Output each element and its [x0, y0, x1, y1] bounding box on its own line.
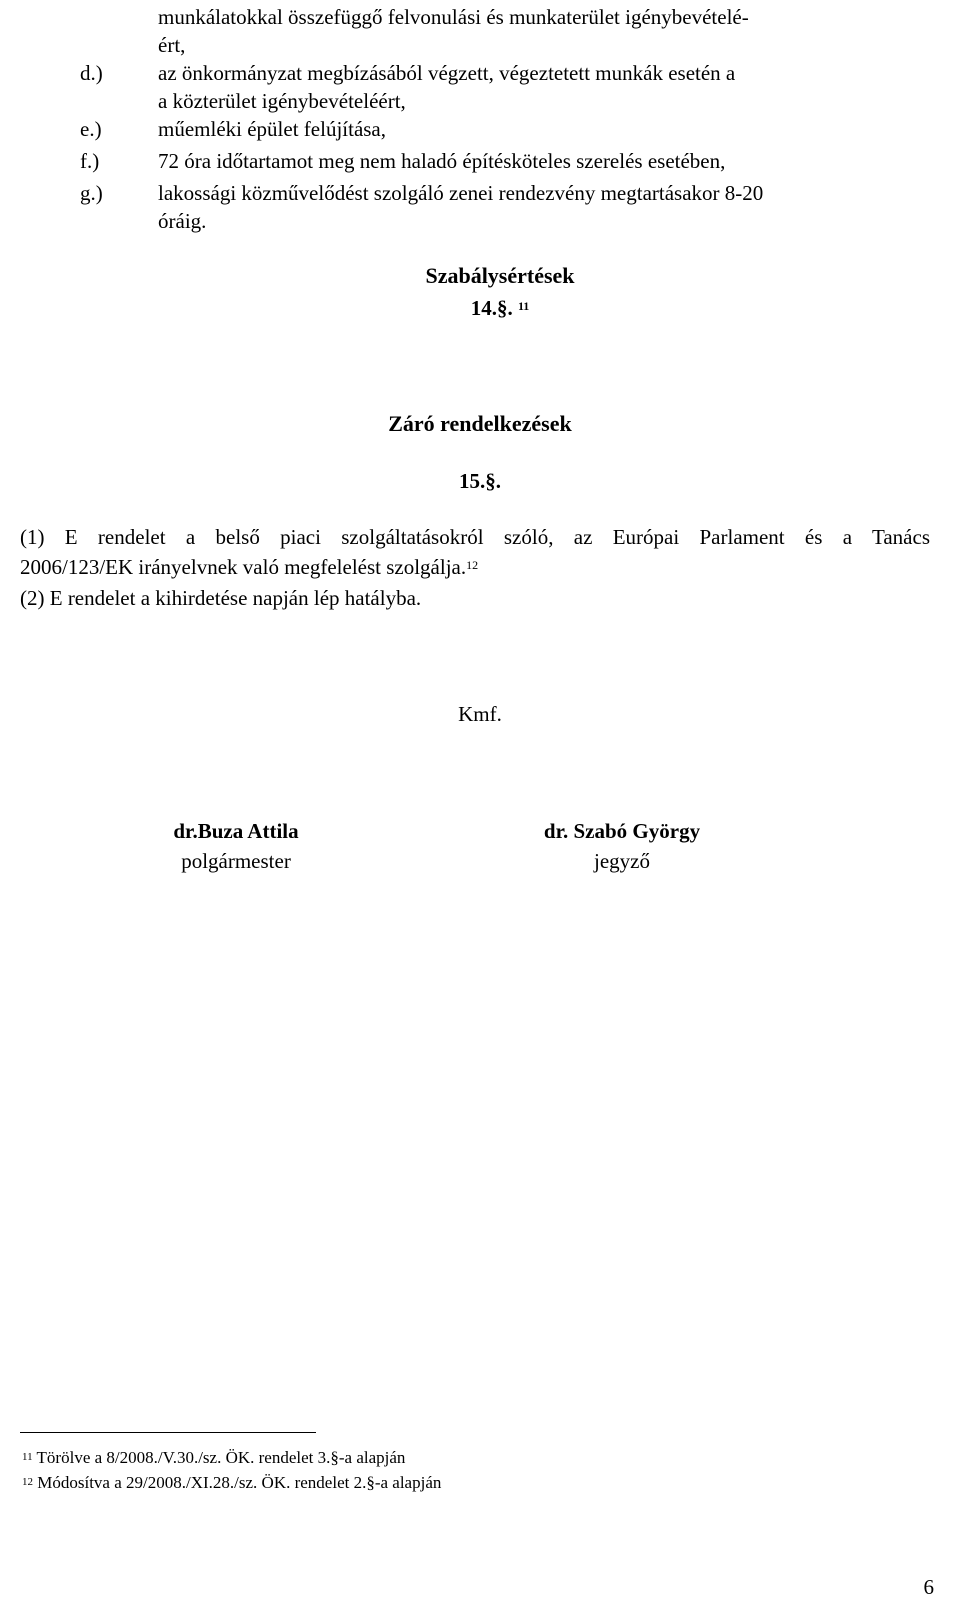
footnote-11-text: Törölve a 8/2008./V.30./sz. ÖK. rendelet 3.§-a alapján: [36, 1448, 406, 1467]
signer-name-notary: dr. Szabó György: [543, 819, 701, 843]
footnote-separator: [20, 1432, 316, 1433]
list-continuation-line-1: munkálatokkal összefüggő felvonulási és munkaterület igénybevételé-: [158, 5, 749, 29]
section-heading-zaro-rendelkezesek: Záró rendelkezések: [388, 411, 572, 436]
page-number: 6: [923, 1575, 934, 1599]
signer-name-mayor: dr.Buza Attila: [173, 819, 299, 843]
footnote-12-text: Módosítva a 29/2008./XI.28./sz. ÖK. rendelet 2.§-a alapján: [37, 1473, 442, 1492]
section-heading-szabalysertesek: Szabálysértések: [425, 263, 575, 288]
list-item-d-line-1: az önkormányzat megbízásából végzett, végeztetett munkák esetén a: [158, 61, 736, 85]
paragraph-1-line-2-wrap: [20, 552, 930, 582]
footnote-11: [22, 1447, 405, 1469]
paragraph-2-text: (2) E rendelet a kihirdetése napján lép hatályba.: [20, 586, 422, 610]
list-item-f-line-1: 72 óra időtartamot meg nem haladó építésköteles szerelés esetében,: [158, 149, 726, 173]
paragraph-1-line-1: (1) E rendelet a belső piaci szolgáltatásokról szóló, az Európai Parlament és a Tanács: [20, 525, 930, 549]
list-item-f-label: f.): [80, 149, 100, 173]
list-item-g-line-1: lakossági közművelődést szolgáló zenei rendezvény megtartásakor 8-20: [158, 181, 764, 205]
paragraph-2: [20, 583, 930, 613]
list-item-g-label: g.): [80, 181, 103, 205]
signer-title-mayor: polgármester: [181, 849, 291, 873]
footnote-ref-12: 12: [466, 558, 479, 572]
footnote-11-ref: 11: [22, 1451, 33, 1463]
paragraph-1: [20, 522, 930, 582]
section-15-number: 15.§.: [459, 469, 501, 493]
section-14-number: 14.§.: [470, 296, 513, 320]
footnote-12: [22, 1472, 441, 1494]
list-continuation-line-2: ért,: [158, 33, 186, 57]
signature-block-notary: [512, 816, 732, 876]
section-14-number-wrap: [0, 294, 960, 322]
list-item-e-label: e.): [80, 117, 102, 141]
list-item-e-line-1: műemléki épület felújítása,: [158, 117, 387, 141]
list-item-d-label: d.): [80, 61, 103, 85]
list-item-g-line-2: óráig.: [158, 209, 207, 233]
signer-title-notary: jegyző: [594, 849, 650, 873]
paragraph-1-line-2: 2006/123/EK irányelvnek való megfelelést szolgálja.: [20, 555, 467, 579]
footnote-ref-11: 11: [517, 299, 530, 313]
kmf-label: Kmf.: [458, 702, 502, 726]
footnote-12-ref: 12: [22, 1476, 33, 1488]
signature-block-mayor: [128, 816, 344, 876]
list-item-d-line-2: a közterület igénybevételéért,: [158, 89, 406, 113]
